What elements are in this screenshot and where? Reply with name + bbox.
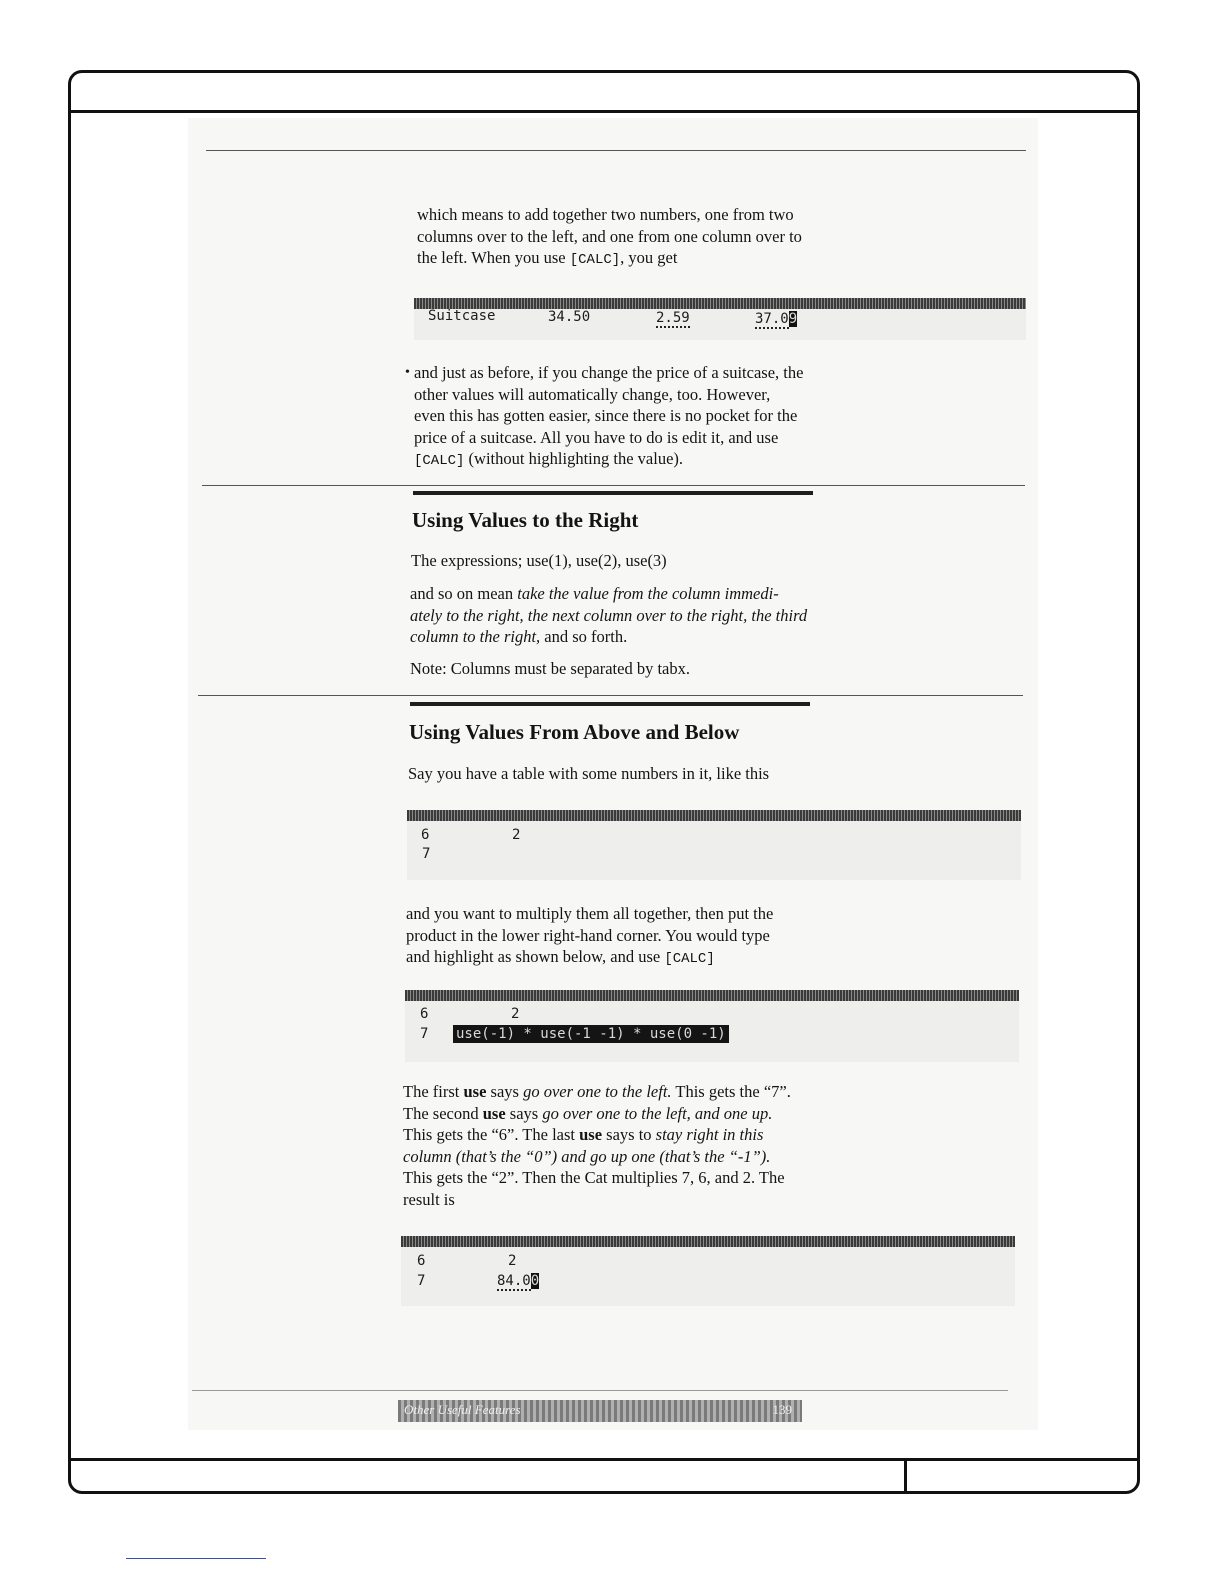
cell-r1c1: 6 (420, 1006, 429, 1022)
paragraph-line (406, 946, 826, 971)
paragraph-line (403, 1081, 823, 1103)
footer-section-title: Other Useful Features (404, 1402, 521, 1417)
note-paragraph: Note: Columns must be separated by tabx. (410, 659, 690, 678)
screen-formula (405, 990, 1019, 1062)
paragraph-text: The second (403, 1103, 483, 1123)
cell-r2c1: 7 (422, 846, 431, 862)
paragraph-text: says to (602, 1125, 656, 1144)
paragraph-line: column (that’s the “0”) and go up one (that’s the “-1”). (403, 1146, 771, 1166)
scanned-page (188, 118, 1038, 1430)
section-rule-thick (410, 702, 810, 706)
paragraph-text: This gets the “6”. The last (403, 1125, 580, 1144)
paragraph-text: and so forth. (540, 627, 628, 646)
top-rule (206, 150, 1026, 151)
intro-text: , you get (620, 248, 678, 267)
cell-r2c1: 7 (417, 1273, 426, 1289)
paragraph-line (414, 448, 824, 473)
paragraph-line: result is (403, 1189, 455, 1209)
running-footer (398, 1400, 802, 1422)
bold-text: use (482, 1103, 506, 1123)
footer-rule (192, 1390, 1008, 1391)
italic-text: go over one to the left, and one up. (542, 1103, 773, 1123)
frame-header-rule (71, 110, 1137, 113)
footer-page-number: 139 (772, 1402, 792, 1417)
meaning-paragraph (410, 583, 830, 648)
cell-r1c2: 2 (512, 827, 521, 843)
paragraph-line (403, 1124, 823, 1146)
screen-suitcase (414, 298, 1026, 340)
calc-key: [CALC] (664, 951, 715, 967)
cell-r1c2: 2 (508, 1253, 517, 1269)
paragraph-text: says (505, 1103, 543, 1123)
text-cursor: 0 (530, 1273, 540, 1289)
frame-footer-divider (904, 1458, 907, 1491)
screen-status-bar (414, 298, 1026, 309)
italic-text: take the value from the column immedi- (517, 584, 779, 603)
italic-text: stay right in this (655, 1125, 764, 1144)
highlighted-formula: use(-1) * use(-1 -1) * use(0 -1) (453, 1025, 729, 1043)
cell-r2c1: 7 (420, 1026, 429, 1042)
paragraph-line: even this has gotten easier, since there is no pocket for the (414, 406, 798, 425)
cell-r1c1: 6 (417, 1253, 426, 1269)
section-heading: Using Values to the Right (412, 508, 639, 532)
intro-text: the left. When you use (417, 248, 570, 267)
paragraph-line: price of a suitcase. All you have to do is edit it, and use (414, 427, 779, 447)
cell-tax: 2.59 (656, 310, 690, 326)
paragraph-text: and so on mean (410, 584, 518, 603)
paragraph-line: and you want to multiply them all together, then put the (406, 904, 774, 923)
cell-label: Suitcase (428, 308, 496, 324)
italic-text: go over one to the left. (523, 1082, 672, 1101)
cell-r1c2: 2 (511, 1006, 520, 1022)
cell-r1c1: 6 (421, 827, 430, 843)
screen-table (407, 810, 1021, 880)
paragraph-line (410, 583, 830, 605)
screen-result (401, 1236, 1015, 1306)
paragraph-line: product in the lower right-hand corner. You would type (406, 925, 770, 945)
paragraph-line: other values will automatically change, too. However, (414, 384, 771, 404)
cell-total (755, 311, 797, 327)
screen-status-bar (407, 810, 1021, 821)
cell-price: 34.50 (548, 309, 591, 325)
table-intro-paragraph: Say you have a table with some numbers in it, like this (408, 764, 770, 783)
paragraph-line: ately to the right, the next column over to the right, the third (410, 605, 808, 625)
paragraph-text: The first (403, 1082, 464, 1101)
total-value: 37.0 (755, 311, 789, 327)
paragraph-line (403, 1103, 823, 1125)
page-link-underline (126, 1558, 266, 1559)
cell-result (497, 1273, 539, 1289)
change-price-paragraph (405, 362, 824, 473)
intro-line: which means to add together two numbers, one from two (417, 205, 794, 224)
paragraph-text: This gets the “7”. (671, 1082, 791, 1101)
expressions-paragraph: The expressions; use(1), use(2), use(3) (411, 551, 667, 570)
text-cursor: 9 (788, 311, 798, 327)
bold-text: use (579, 1125, 603, 1144)
intro-paragraph (417, 204, 837, 272)
multiply-paragraph (406, 903, 826, 971)
section-heading: Using Values From Above and Below (409, 720, 740, 744)
section-rule (198, 695, 1023, 696)
frame-footer-rule (71, 1458, 1137, 1461)
screen-status-bar (405, 990, 1019, 1001)
italic-text: column to the right, (410, 627, 541, 646)
intro-line (417, 247, 837, 272)
paragraph-line: This gets the “2”. Then the Cat multiplies 7, 6, and 2. The (403, 1168, 785, 1187)
result-value: 84.0 (497, 1273, 531, 1289)
paragraph-text: (without highlighting the value). (464, 449, 684, 468)
section-rule-thick (413, 491, 813, 495)
bullet-mark: • (405, 365, 410, 380)
paragraph-text: and highlight as shown below, and use (406, 947, 665, 966)
paragraph-line (410, 626, 830, 648)
calc-key: [CALC] (414, 453, 465, 469)
intro-line: columns over to the left, and one from one column over to (417, 226, 802, 246)
bold-text: use (463, 1082, 487, 1101)
section-rule (202, 485, 1025, 486)
screen-status-bar (401, 1236, 1015, 1247)
use-explanation-paragraph (403, 1081, 823, 1210)
paragraph-line: and just as before, if you change the price of a suitcase, the (414, 363, 804, 382)
calc-key: [CALC] (569, 252, 621, 268)
paragraph-text: says (486, 1082, 524, 1101)
